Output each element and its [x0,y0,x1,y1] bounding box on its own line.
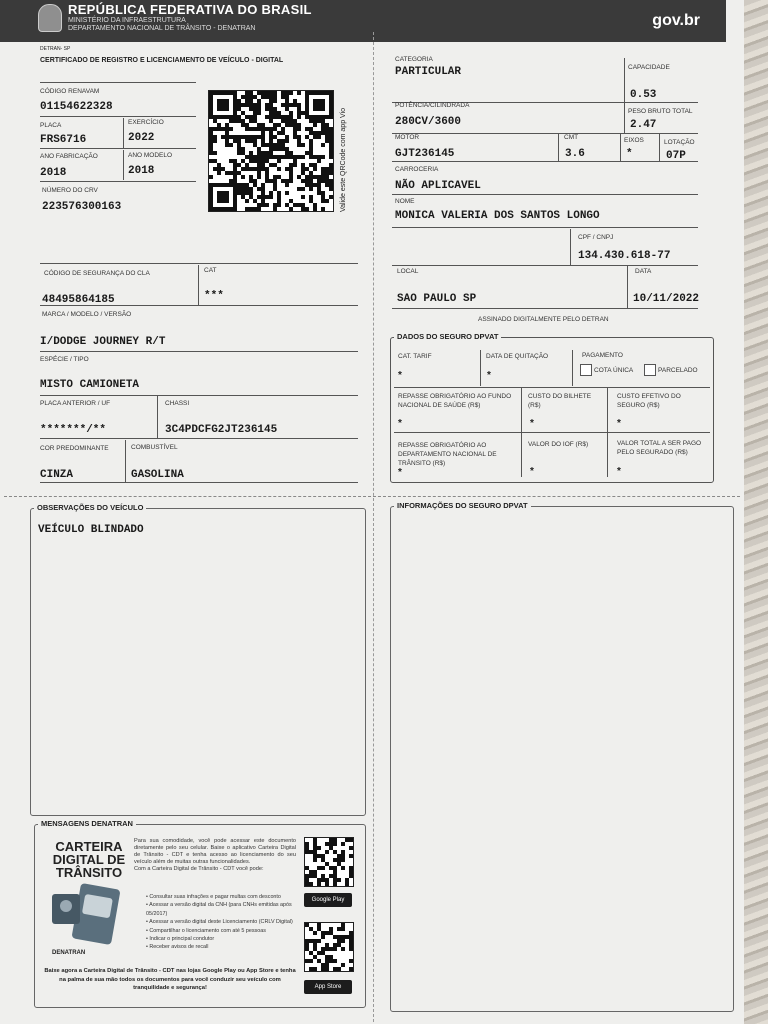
eixos-label: EIXOS [624,137,644,144]
divider [659,134,660,161]
especie-label: ESPÉCIE / TIPO [40,356,89,363]
iof-label: VALOR DO IOF (R$) [528,441,589,448]
renavam-value: 01154622328 [40,101,113,113]
ano-fabricacao-label: ANO FABRICAÇÃO [40,153,98,160]
cota-unica-label: COTA ÚNICA [594,367,634,374]
divider [624,103,625,133]
divider [40,482,358,483]
parcelado-checkbox[interactable] [644,364,656,376]
nome-value: MONICA VALERIA DOS SANTOS LONGO [395,210,600,222]
carroceria-value: NÃO APLICAVEL [395,180,481,192]
divider [123,118,124,148]
divider [392,227,698,228]
eixos-value: * [626,148,633,160]
divider [480,350,481,386]
divider [558,134,559,161]
divider [607,388,608,432]
list-item: • Compartilhar o licenciamento com até 5 pessoas [146,927,266,934]
list-item-text: Acessar a versão digital da CNH (para CNHs emitidas após 05/2017) [146,902,292,917]
divider [620,134,621,161]
peso-label: PESO BRUTO TOTAL [628,108,693,115]
divider [40,148,196,149]
cor-label: COR PREDOMINANTE [40,445,109,452]
dpvat-title: DADOS DO SEGURO DPVAT [394,332,501,341]
app-store-button[interactable]: App Store [304,980,352,994]
divider [392,161,698,162]
car-icon [82,894,113,919]
cdt-intro-text: Para sua comodidade, você pode acessar este documento diretamente pelo seu celular. Baixe o aplicativo Carteira Digital de Trânsito - CDT e tenha acesso ao licenciamento do seu veículo além de muitas outras funcionalidades. [134,838,296,865]
especie-value: MISTO CAMIONETA [40,379,140,391]
divider [40,351,358,352]
motor-value: GJT236145 [395,148,455,160]
combustivel-label: COMBUSTÍVEL [131,444,178,451]
parcelado-label: PARCELADO [658,367,698,374]
list-item-text: Receber avisos de recall [149,944,209,951]
divider [394,387,710,388]
cat-tarif-label: CAT. TARIF [398,353,432,360]
qr-caption: Valide este QRCode com app Vio [340,107,347,212]
list-item-text: Consultar suas infrações e pagar multas com desconto [149,894,281,900]
quitacao-value: * [487,370,491,381]
observations-box [30,508,366,816]
person-icon [60,900,72,912]
lotacao-value: 07P [666,150,686,162]
placa-value: FRS6716 [40,134,87,146]
cdt-feature-list [146,893,306,952]
pagamento-label: PAGAMENTO [582,352,623,359]
divider [125,440,126,482]
divider [570,229,571,265]
background-fabric [744,0,768,1024]
id-card-icon [52,894,80,924]
marca-label: MARCA / MODELO / VERSÃO [42,311,132,318]
divider [40,181,196,182]
divider [40,82,196,83]
signed-note: ASSINADO DIGITALMENTE PELO DETRAN [478,316,609,323]
cota-unica-checkbox[interactable] [580,364,592,376]
gov-header [0,0,726,42]
placa-anterior-label: PLACA ANTERIOR / UF [40,400,111,407]
custo-efetivo-value: * [617,418,621,429]
divider [123,150,124,180]
crv-value: 223576300163 [42,201,122,213]
cdt-logo-text [50,840,128,879]
divider [40,395,358,396]
carroceria-label: CARROCERIA [395,166,439,173]
cpf-value: 134.430.618-77 [578,250,671,262]
placa-label: PLACA [40,122,62,129]
ano-modelo-label: ANO MODELO [128,152,173,159]
cdt-line-1: CARTEIRA [55,839,123,854]
capacidade-value: 0.53 [630,89,657,101]
categoria-value: PARTICULAR [395,66,462,78]
cat-label: CAT [204,267,217,274]
republic-title: REPÚBLICA FEDERATIVA DO BRASIL [68,2,312,17]
issuer: DETRAN- SP [40,46,71,52]
custo-bilhete-label: CUSTO DO BILHETE (R$) [528,393,592,409]
crv-label: NÚMERO DO CRV [42,187,98,194]
local-value: SAO PAULO SP [397,293,477,305]
placa-anterior-value: *******/** [40,424,107,436]
cat-value: *** [204,290,224,302]
divider [392,265,698,266]
iof-value: * [530,466,534,477]
cdt-footer-text: Baixe agora a Carteira Digital de Trânsito - CDT nas lojas Google Play ou App Store e tenha na palma de sua mão todos os documentos para você conduzir seu veículo com tranquilidade e segurança! [44,968,296,992]
data-label: DATA [635,268,652,275]
divider [521,433,522,477]
quitacao-label: DATA DE QUITAÇÃO [486,353,549,360]
peso-value: 2.47 [630,119,657,131]
divider [521,388,522,432]
custo-efetivo-label: CUSTO EFETIVO DO SEGURO (R$) [617,393,681,409]
denatran-logo: DENATRAN [52,950,86,956]
google-play-qr-code [304,837,354,887]
ministry-name: MINISTÉRIO DA INFRAESTRUTURA [68,17,186,24]
divider [40,263,358,264]
observations-title: OBSERVAÇÕES DO VEÍCULO [34,503,146,512]
dpvat-info-box [390,506,734,1012]
list-item: • Acessar a versão digital da CNH (para CNHs emitidas após 05/2017) [146,902,292,917]
list-item: • Indicar o principal condutor [146,936,215,943]
cmt-label: CMT [564,134,579,141]
dpvat-info-title: INFORMAÇÕES DO SEGURO DPVAT [394,501,531,510]
renavam-label: CÓDIGO RENAVAM [40,88,100,95]
govbr-logo: gov.br [652,12,700,29]
divider [40,438,358,439]
list-item: • Consultar suas infrações e pagar multas com desconto [146,894,281,900]
custo-bilhete-value: * [530,418,534,429]
exercicio-label: EXERCÍCIO [128,119,164,126]
ministry-lines [68,17,255,33]
divider [394,432,710,433]
combustivel-value: GASOLINA [131,469,184,481]
cdt-line-2: DIGITAL DE [52,852,126,867]
divider [627,266,628,308]
cdt-intro [134,838,296,873]
divider [157,396,158,438]
divider [198,265,199,305]
document-title: CERTIFICADO DE REGISTRO E LICENCIAMENTO DE VEÍCULO - DIGITAL [40,57,284,64]
denatran-messages-title: MENSAGENS DENATRAN [38,819,136,828]
divider [40,116,196,117]
exercicio-value: 2022 [128,132,155,144]
cpf-label: CPF / CNPJ [578,234,614,241]
cdt-with-text: Com a Carteira Digital de Trânsito - CDT você pode: [134,866,264,872]
repasse-fns-value: * [398,418,402,429]
divider [572,350,573,386]
repasse-dnt-label: REPASSE OBRIGATÓRIO AO DEPARTAMENTO NACIONAL DE TRÂNSITO (R$) [398,442,497,467]
chassi-value: 3C4PDCFG2JT236145 [165,424,278,436]
total-value: * [617,466,621,477]
local-label: LOCAL [397,268,419,275]
divider [392,194,698,195]
divider [392,133,698,134]
repasse-fns-label: REPASSE OBRIGATÓRIO AO FUNDO NACIONAL DE SAÚDE (R$) [398,393,512,409]
fold-line-horizontal [4,496,740,497]
department-name: DEPARTAMENTO NACIONAL DE TRÂNSITO - DENATRAN [68,25,256,32]
motor-label: MOTOR [395,134,420,141]
divider [624,58,625,102]
cmt-value: 3.6 [565,148,585,160]
cdt-line-3: TRÂNSITO [55,865,123,880]
cor-value: CINZA [40,469,74,481]
brazil-coat-of-arms-icon [38,4,62,32]
list-item: • Receber avisos de recall [146,944,209,951]
cat-tarif-value: * [398,370,402,381]
categoria-label: CATEGORIA [395,56,433,63]
lotacao-label: LOTAÇÃO [664,139,695,146]
fold-line-vertical [373,32,374,1022]
list-item-text: Compartilhar o licenciamento com até 5 pessoas [149,927,266,934]
potencia-label: POTÊNCIA/CILINDRADA [395,102,470,109]
qr-code [208,90,334,212]
list-item-text: Indicar o principal condutor [149,936,215,943]
list-item-text: Acessar a versão digital deste Licenciamento (CRLV Digital) [149,919,293,926]
app-store-qr-code [304,922,354,972]
cla-value: 48495864185 [42,294,115,306]
total-label: VALOR TOTAL A SER PAGO PELO SEGURADO (R$) [617,440,702,456]
repasse-dnt-value: * [398,467,402,478]
divider [607,433,608,477]
cla-label: CÓDIGO DE SEGURANÇA DO CLA [44,270,150,277]
divider [40,305,358,306]
divider [392,308,698,309]
capacidade-label: CAPACIDADE [628,64,670,71]
chassi-label: CHASSI [165,400,190,407]
ano-fabricacao-value: 2018 [40,167,67,179]
list-item: • Acessar a versão digital deste Licenciamento (CRLV Digital) [146,919,293,926]
observations-text: VEÍCULO BLINDADO [38,524,144,536]
google-play-button[interactable]: Google Play [304,893,352,907]
ano-modelo-value: 2018 [128,165,155,177]
marca-value: I/DODGE JOURNEY R/T [40,336,166,348]
data-value: 10/11/2022 [633,293,700,305]
nome-label: NOME [395,198,415,205]
potencia-value: 280CV/3600 [395,116,462,128]
